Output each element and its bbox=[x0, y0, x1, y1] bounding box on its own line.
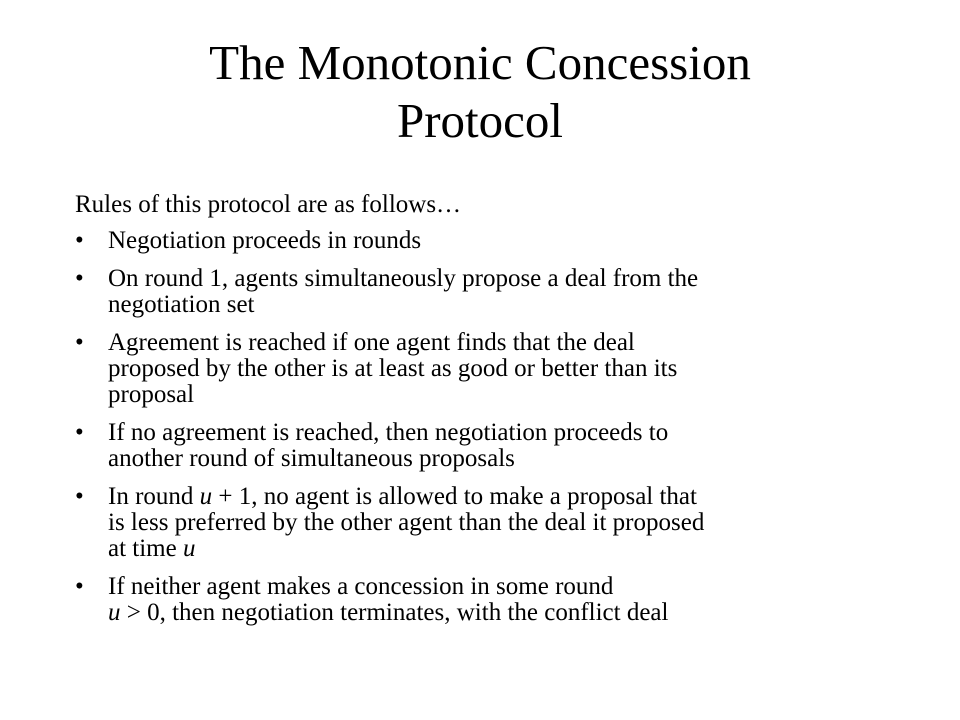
rule-1-line-1: Negotiation proceeds in rounds bbox=[108, 227, 422, 254]
variable-u: u bbox=[108, 599, 121, 626]
rule-item-4 bbox=[75, 420, 915, 472]
rule-6-text: > 0, then negotiation terminates, with the conflict deal bbox=[120, 599, 669, 626]
rule-4-line-2: another round of simultaneous proposals bbox=[108, 445, 515, 472]
title-line-1: The Monotonic Concession bbox=[209, 35, 751, 90]
rule-item-5 bbox=[75, 484, 915, 562]
rule-5-line-1 bbox=[108, 484, 915, 510]
rule-item-2 bbox=[75, 266, 915, 318]
bullet-icon: • bbox=[75, 265, 84, 292]
rule-item-3 bbox=[75, 330, 915, 408]
bullet-icon: • bbox=[75, 227, 84, 254]
rule-4-line-1: If no agreement is reached, then negotiation proceeds to bbox=[108, 419, 669, 446]
rule-3-line-1: Agreement is reached if one agent finds that the deal bbox=[108, 329, 635, 356]
rule-5-line-2: is less preferred by the other agent than the deal it proposed bbox=[108, 509, 705, 536]
rule-6-line-1: If neither agent makes a concession in some round bbox=[108, 573, 614, 600]
title-line-2: Protocol bbox=[396, 93, 564, 148]
variable-u: u bbox=[182, 535, 196, 562]
rule-5-text: In round bbox=[108, 483, 200, 510]
bullet-icon: • bbox=[75, 483, 84, 510]
rules-list bbox=[75, 228, 915, 638]
rule-3-line-3: proposal bbox=[108, 381, 195, 408]
slide-title bbox=[0, 34, 960, 150]
rule-5-text: + 1, no agent is allowed to make a proposal that bbox=[212, 483, 697, 510]
rule-5-text: at time bbox=[108, 535, 183, 562]
rule-5-line-3 bbox=[108, 536, 915, 562]
rule-item-6 bbox=[75, 574, 915, 626]
bullet-icon: • bbox=[75, 329, 84, 356]
rule-6-line-2 bbox=[108, 600, 915, 626]
rule-item-1 bbox=[75, 228, 915, 254]
variable-u: u bbox=[199, 483, 213, 510]
bullet-icon: • bbox=[75, 573, 84, 600]
rule-2-line-1: On round 1, agents simultaneously propose a deal from the bbox=[108, 265, 699, 292]
intro-text: Rules of this protocol are as follows… bbox=[75, 191, 462, 218]
rule-3-line-2: proposed by the other is at least as good or better than its bbox=[108, 355, 678, 382]
rule-2-line-2: negotiation set bbox=[108, 291, 255, 318]
bullet-icon: • bbox=[75, 419, 84, 446]
